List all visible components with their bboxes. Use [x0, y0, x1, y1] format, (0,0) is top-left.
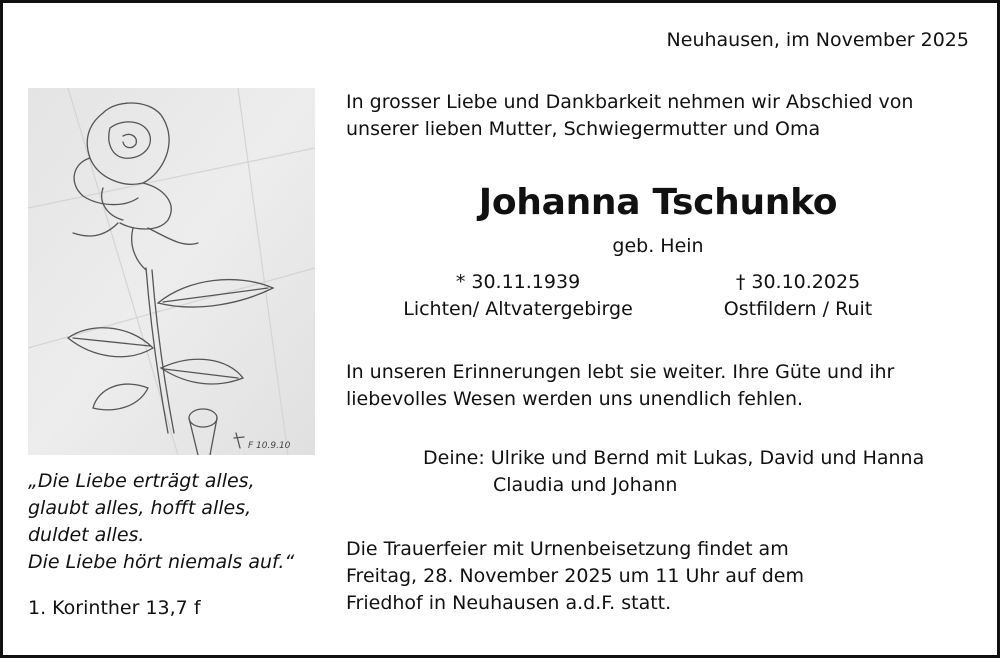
family-line: Deine: Ulrike und Bernd mit Lukas, David und Hanna [423, 447, 925, 469]
intro-line: In grosser Liebe und Dankbarkeit nehmen wir Abschied von [346, 91, 914, 113]
service-details [346, 536, 804, 617]
rose-drawing-image [28, 88, 315, 455]
quote-line: glaubt alles, hofft alles, [28, 497, 252, 519]
intro-text [346, 89, 913, 143]
death-info [693, 269, 903, 323]
memory-line: In unseren Erinnerungen lebt sie weiter. Ihre Güte und ihr [346, 361, 895, 383]
death-place: Ostfildern / Ruit [723, 298, 873, 320]
rose-drawing-icon [28, 88, 315, 455]
birth-place: Lichten/ Altvatergebirge [403, 298, 633, 320]
birth-info [373, 269, 663, 323]
quote-line: „Die Liebe erträgt alles, [28, 470, 255, 492]
bible-quote [28, 468, 294, 576]
maiden-name: geb. Hein [612, 235, 704, 257]
birth-date: * 30.11.1939 [455, 271, 581, 293]
service-line: Die Trauerfeier mit Urnenbeisetzung findet am [346, 538, 789, 560]
place-date: Neuhausen, im November 2025 [666, 29, 969, 51]
quote-line: Die Liebe hört niemals auf.“ [28, 551, 295, 573]
family-signatures [423, 445, 924, 499]
quote-source: 1. Korinther 13,7 f [28, 597, 201, 619]
quote-line: duldet alles. [28, 524, 145, 546]
memory-text [346, 359, 894, 413]
death-date: † 30.10.2025 [735, 271, 861, 293]
service-line: Freitag, 28. November 2025 um 11 Uhr auf dem [346, 565, 804, 587]
service-line: Friedhof in Neuhausen a.d.F. statt. [346, 592, 672, 614]
intro-line: unserer lieben Mutter, Schwiegermutter und Oma [346, 118, 821, 140]
deceased-name: Johanna Tschunko [478, 182, 838, 223]
memory-line: liebevolles Wesen werden uns unendlich fehlen. [346, 388, 804, 410]
family-line: Claudia und Johann [493, 474, 678, 496]
drawing-signature: F 10.9.10 [248, 441, 291, 451]
